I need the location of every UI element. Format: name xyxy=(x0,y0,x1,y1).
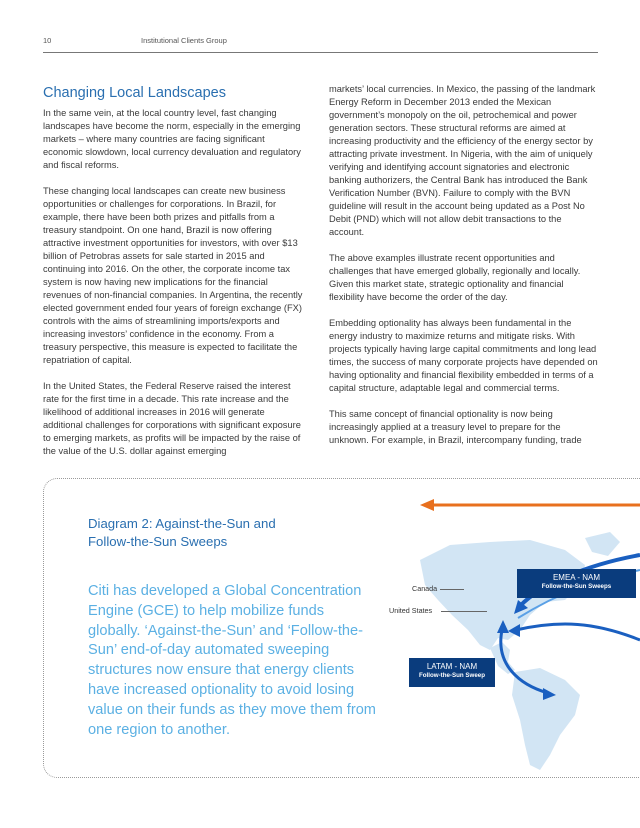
map-label-canada: Canada xyxy=(412,584,438,593)
latam-badge-subtitle: Follow-the-Sun Sweep xyxy=(419,672,485,679)
greenland-shape xyxy=(585,532,620,556)
paragraph: This same concept of financial optionality is now being increasingly applied at a treasury level to prepare for the unknown. For example, in Brazil, intercompany funding, trade xyxy=(329,409,582,445)
diagram-title: Diagram 2: Against-the-Sun and Follow-the-Sun Sweeps xyxy=(88,516,276,549)
right-column xyxy=(329,83,599,460)
emea-return-arrow xyxy=(516,624,640,640)
paragraph: In the same vein, at the local country level, fast changing landscapes have become the norm, especially in the emerging markets – where many countries are facing significant economic slowdown, local currency devaluation and regulatory and fiscal reforms. xyxy=(43,108,301,170)
world-map xyxy=(380,490,640,780)
emea-nam-badge xyxy=(517,569,636,598)
paragraph: Embedding optionality has always been fundamental in the energy industry to maximize returns and mitigate risks. With projects typically having large capital commitments and long lead times, the success of many corporate projects have depended on having optionality and financial flexibility embedded in terms of a capital structure, adaptable legal and commercial terms. xyxy=(329,318,598,393)
paragraph: markets’ local currencies. In Mexico, the passing of the landmark Energy Reform in December 2013 ended the Mexican government’s monopoly on the oil, petrochemical and power generation sectors. These structural reforms are aimed at increasing productivity and the efficiency of the energy sector by attracting private investment. In Nigeria, with the aim of uniquely verifying and identifying account signatories and electronic banking authorizers, the Central Bank has introduced the Bank Verification Number (BVN). Failure to comply with the BVN guideline will result in the account being updated as a Post No Debit (PND) which will not allow debit transactions to the account. xyxy=(329,84,596,237)
left-column xyxy=(43,82,305,471)
paragraph: These changing local landscapes can create new business opportunities or challenges for corporations. In Brazil, for example, there have been both prizes and pitfalls from a treasury standpoint. On one hand, Brazil is now offering attractive investment opportunities for investors, with over $13 billion of Petrobras assets for sale started in 2015 and continuing into 2016. On the other, the corporate income tax system is now having new implications for the financial revenues of non-financial companies. In Argentina, the recently elected government ended four years of foreign exchange (FX) controls with the aims of streamlining imports/exports and increasing investors’ confidence in the economy. From a treasury perspective, this measure is expected to facilitate the repatriation of capital. xyxy=(43,186,303,365)
page-header xyxy=(43,36,640,48)
leader-line-united-states xyxy=(441,611,487,612)
latam-badge-title: LATAM - NAM xyxy=(426,662,478,671)
latam-nam-badge xyxy=(409,658,495,687)
emea-badge-subtitle: Follow-the-Sun Sweeps xyxy=(541,583,612,590)
paragraph: In the United States, the Federal Reserve raised the interest rate for the first time in a decade. This rate increase and the likelihood of additional increases in 2016 will generate additional challenges for corporations with significant exposure to emerging markets, as profits will be impacted by the raise of the value of the U.S. dollar against emerging xyxy=(43,381,301,456)
page-number: 10 xyxy=(43,36,52,45)
section-heading: Changing Local Landscapes xyxy=(43,85,226,101)
leader-line-canada xyxy=(440,589,464,590)
header-title: Institutional Clients Group xyxy=(141,36,227,45)
pull-quote: Citi has developed a Global Concentration Engine (GCE) to help mobilize funds globally. ‘Against-the-Sun’ and ‘Follow-the-Sun’ end-of-day automated sweeping structures now ensure that energy clients have increased optionality to avoid losing value on their funds as they move them from one region to another. xyxy=(88,583,376,738)
map-graphic xyxy=(380,490,640,780)
header-rule xyxy=(43,52,598,53)
emea-badge-title: EMEA - NAM xyxy=(552,573,601,582)
against-sun-arrowhead xyxy=(420,499,434,511)
paragraph: The above examples illustrate recent opportunities and challenges that have emerged globally, regionally and locally. Given this market state, strategic optionality and financial flexibility have become the order of the day. xyxy=(329,253,581,302)
map-label-united-states: United States xyxy=(389,606,433,615)
south-america-shape xyxy=(512,668,580,770)
